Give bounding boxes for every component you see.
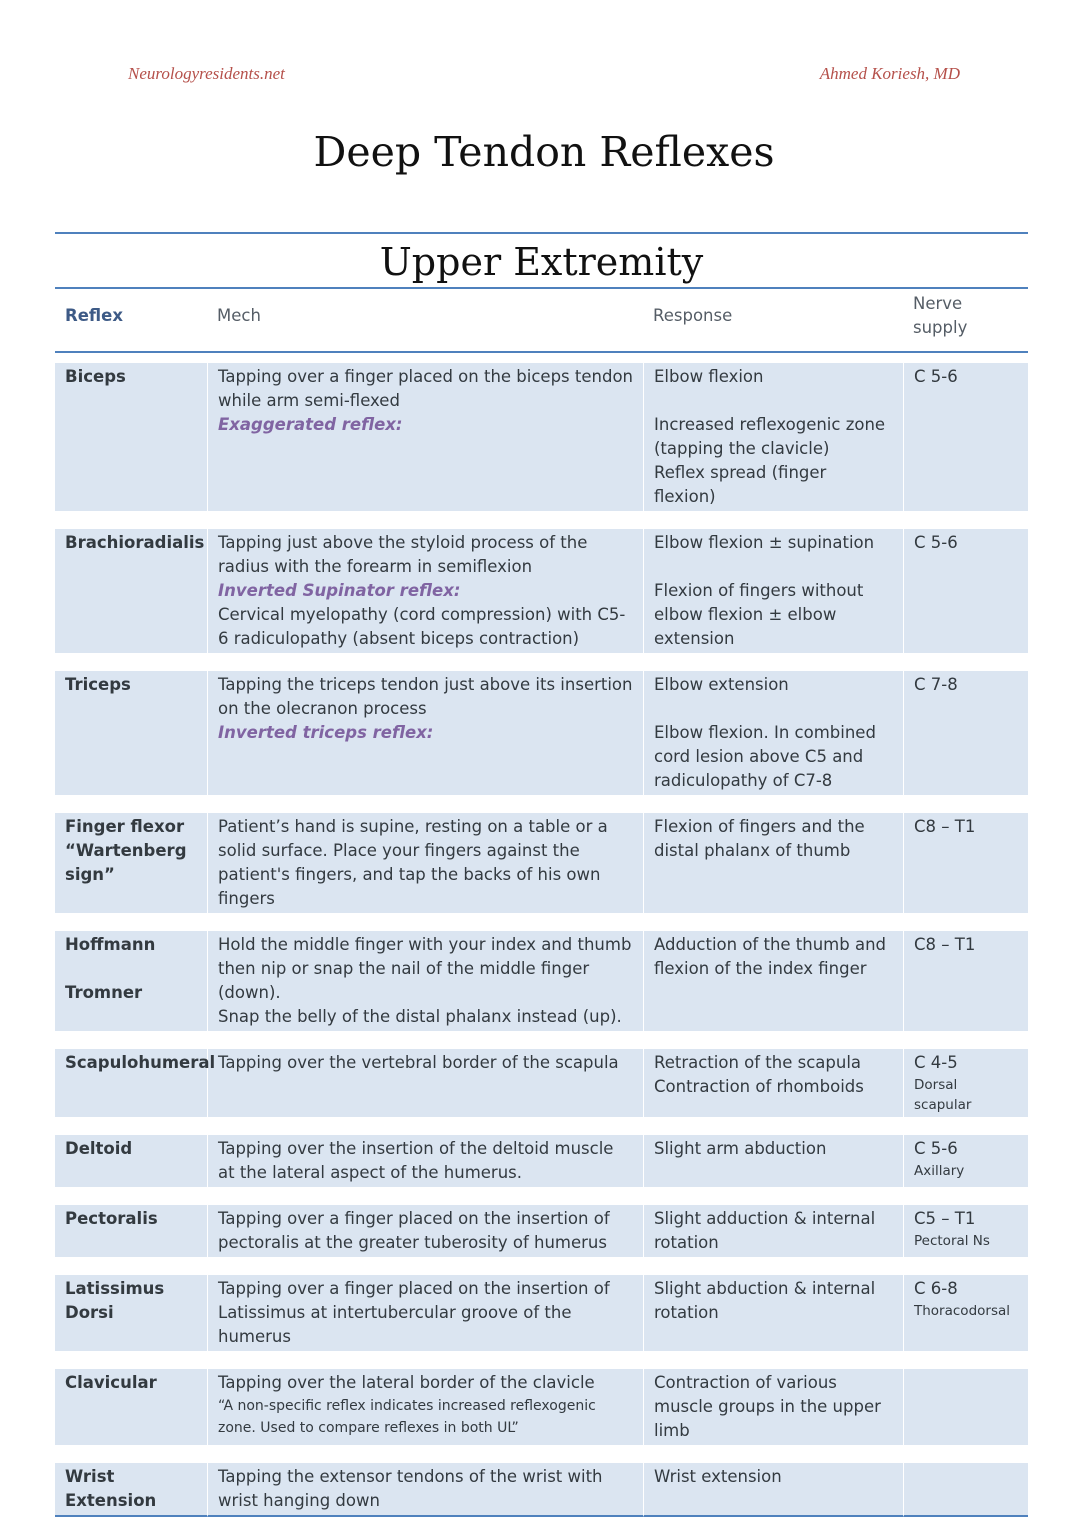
- table-row: [55, 671, 1028, 795]
- reflex-mech: Tapping the triceps tendon just above its insertion on the olecranon process Inverted triceps reflex:: [207, 671, 643, 795]
- reflex-response: Elbow flexion ± supination Flexion of fingers without elbow flexion ± elbow extension: [643, 529, 903, 653]
- table-row: [55, 1135, 1028, 1187]
- reflex-nerve: [903, 1369, 1028, 1445]
- reflex-response: Contraction of various muscle groups in the upper limb: [643, 1369, 903, 1445]
- col-header-mech: Mech: [207, 287, 643, 353]
- table-row: [55, 1275, 1028, 1351]
- reflex-mech: Tapping over a finger placed on the biceps tendon while arm semi-flexed Exaggerated reflex:: [207, 363, 643, 511]
- reflex-mech: Tapping over the insertion of the deltoid muscle at the lateral aspect of the humerus.: [207, 1135, 643, 1187]
- reflex-nerve: C 5-6: [903, 529, 1028, 653]
- reflex-response: Elbow flexion Increased reflexogenic zone (tapping the clavicle) Reflex spread (finger flexion): [643, 363, 903, 511]
- reflex-nerve: C 4-5 Dorsal scapular: [903, 1049, 1028, 1117]
- reflex-response: Retraction of the scapula Contraction of rhomboids: [643, 1049, 903, 1117]
- reflex-nerve: C5 – T1 Pectoral Ns: [903, 1205, 1028, 1257]
- table-header-row: [55, 287, 1028, 353]
- reflex-mech: Tapping over the vertebral border of the scapula: [207, 1049, 643, 1117]
- author-name: Ahmed Koriesh, MD: [819, 64, 960, 83]
- reflex-nerve: C 7-8: [903, 671, 1028, 795]
- reflex-name: Biceps: [55, 363, 207, 511]
- col-header-reflex: Reflex: [55, 287, 207, 353]
- reflex-mech: Tapping the extensor tendons of the wrist with wrist hanging down: [207, 1463, 643, 1517]
- reflex-mech: Patient’s hand is supine, resting on a table or a solid surface. Place your fingers against the patient's fingers, and tap the backs of his own fingers: [207, 813, 643, 913]
- reflex-nerve: [903, 1463, 1028, 1517]
- reflex-response: Slight abduction & internal rotation: [643, 1275, 903, 1351]
- reflex-response: Flexion of fingers and the distal phalanx of thumb: [643, 813, 903, 913]
- reflex-response: Elbow extension Elbow flexion. In combined cord lesion above C5 and radiculopathy of C7-8: [643, 671, 903, 795]
- reflex-name: Hoffmann Tromner: [55, 931, 207, 1031]
- reflex-response: Adduction of the thumb and flexion of the index finger: [643, 931, 903, 1031]
- reflex-nerve: C 6-8 Thoracodorsal: [903, 1275, 1028, 1351]
- reflex-name: Deltoid: [55, 1135, 207, 1187]
- reflex-name: Latissimus Dorsi: [55, 1275, 207, 1351]
- reflex-name: Finger flexor “Wartenberg sign”: [55, 813, 207, 913]
- reflex-name: Brachioradialis: [55, 529, 207, 653]
- reflex-nerve: C8 – T1: [903, 813, 1028, 913]
- table-row: [55, 529, 1028, 653]
- reflex-name: Clavicular: [55, 1369, 207, 1445]
- reflex-mech: Tapping over a finger placed on the insertion of pectoralis at the greater tuberosity of humerus: [207, 1205, 643, 1257]
- page-title: Deep Tendon Reflexes: [313, 128, 775, 176]
- col-header-response: Response: [643, 287, 903, 353]
- table-row: [55, 363, 1028, 511]
- table-row: [55, 1049, 1028, 1117]
- reflex-name: Triceps: [55, 671, 207, 795]
- reflex-mech: Tapping over a finger placed on the insertion of Latissimus at intertubercular groove of the humerus: [207, 1275, 643, 1351]
- reflex-response: Slight adduction & internal rotation: [643, 1205, 903, 1257]
- reflex-name: Pectoralis: [55, 1205, 207, 1257]
- reflex-response: Wrist extension: [643, 1463, 903, 1517]
- section-title: Upper Extremity: [55, 232, 1028, 286]
- reflex-name: Scapulohumeral: [55, 1049, 207, 1117]
- reflex-table: [55, 287, 1028, 1517]
- reflex-response: Slight arm abduction: [643, 1135, 903, 1187]
- reflex-nerve: C8 – T1: [903, 931, 1028, 1031]
- site-name: Neurologyresidents.net: [128, 64, 285, 83]
- table-row: [55, 1463, 1028, 1517]
- col-header-nerve: Nerve supply: [903, 287, 1028, 353]
- reflex-mech: Tapping over the lateral border of the clavicle “A non-specific reflex indicates increased reflexogenic zone. Used to compare reflexes in both UL”: [207, 1369, 643, 1445]
- reflex-nerve: C 5-6 Axillary: [903, 1135, 1028, 1187]
- table-row: [55, 1205, 1028, 1257]
- reflex-mech: Hold the middle finger with your index and thumb then nip or snap the nail of the middle finger (down). Snap the belly of the distal phalanx instead (up).: [207, 931, 643, 1031]
- table-row: [55, 931, 1028, 1031]
- reflex-mech: Tapping just above the styloid process of the radius with the forearm in semiflexion Inverted Supinator reflex: Cervical myelopathy (cord compression) with C5-6 radiculopathy (absent biceps contraction): [207, 529, 643, 653]
- table-row: [55, 813, 1028, 913]
- reflex-name: Wrist Extension: [55, 1463, 207, 1517]
- reflex-nerve: C 5-6: [903, 363, 1028, 511]
- table-row: [55, 1369, 1028, 1445]
